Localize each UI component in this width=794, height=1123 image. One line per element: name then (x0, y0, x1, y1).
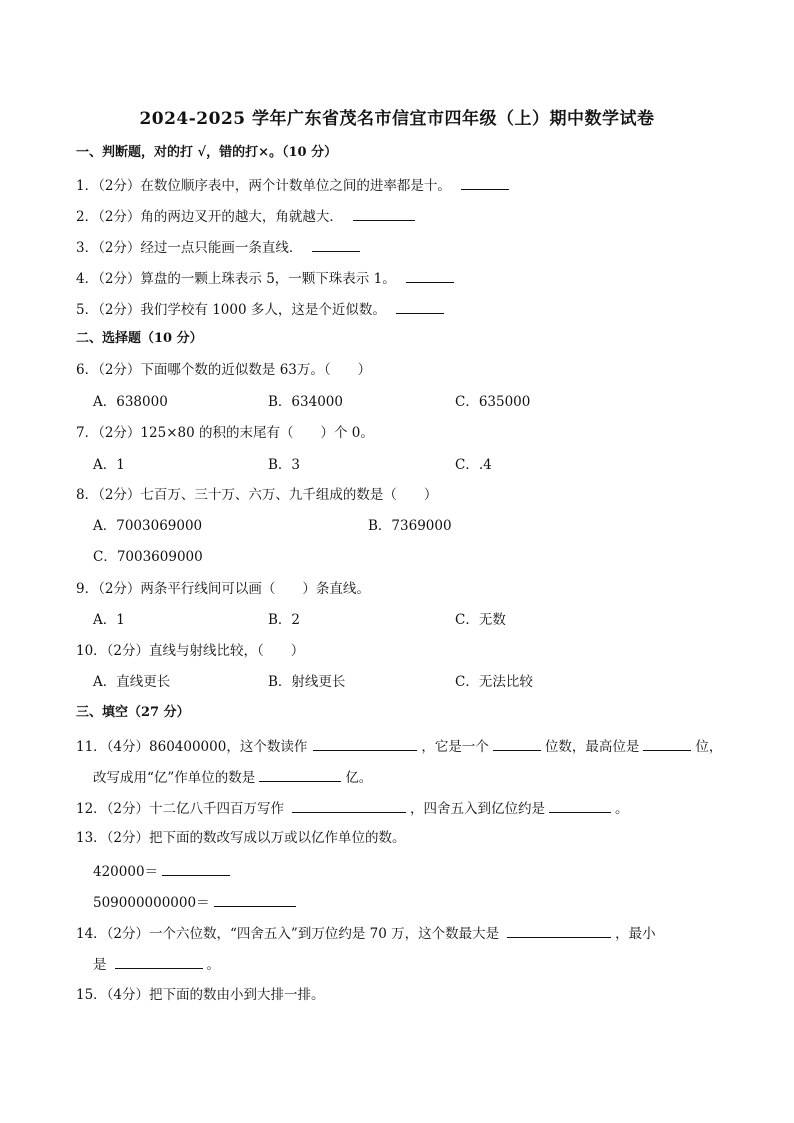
answer-blank[interactable] (259, 767, 341, 782)
question-text: 。 (206, 957, 220, 973)
question-6: 6．（2分）下面哪个数的近似数是 63万。（ ） (76, 362, 372, 378)
option-c[interactable]: C．7003609000 (93, 549, 203, 565)
question-text: 5．（2分）我们学校有 1000 多人，这是个近似数。 (76, 302, 386, 318)
section-heading-choice: 二、选择题（10 分） (76, 331, 203, 346)
question-1 (76, 175, 513, 195)
section-heading-fill: 三、填空（27 分） (76, 705, 190, 720)
answer-blank[interactable] (313, 736, 417, 751)
question-11-line-1 (76, 736, 722, 756)
answer-blank[interactable] (353, 206, 415, 221)
question-14-line-2 (93, 954, 220, 974)
question-text: 14．（2分）一个六位数，“四舍五入”到万位约是 70 万，这个数最大是 (76, 926, 500, 942)
question-13: 13．（2分）把下面的数改写成以万或以亿作单位的数。 (76, 830, 406, 846)
answer-blank[interactable] (493, 736, 541, 751)
question-text: 改写成用“亿”作单位的数是 (93, 770, 256, 786)
answer-blank[interactable] (312, 237, 360, 252)
section-heading-judgement: 一、判断题，对的打 √，错的打×。（10 分） (76, 145, 338, 160)
question-text: 11．（4分）860400000，这个数读作 (76, 739, 308, 755)
question-5 (76, 299, 448, 319)
option-b[interactable]: B．2 (268, 612, 301, 628)
answer-blank[interactable] (643, 736, 691, 751)
option-a[interactable]: A．直线更长 (93, 674, 171, 690)
option-c[interactable]: C．无数 (455, 612, 506, 628)
question-9: 9．（2分）两条平行线间可以画（ ）条直线。 (76, 581, 370, 597)
option-c[interactable]: C．635000 (455, 394, 531, 410)
question-text: 1．（2分）在数位顺序表中，两个计数单位之间的进率都是十。 (76, 178, 451, 194)
answer-blank[interactable] (461, 175, 509, 190)
question-text: 。 (615, 801, 629, 817)
exam-title: 2024-2025 学年广东省茂名市信宜市四年级（上）期中数学试卷 (139, 109, 655, 129)
question-2 (76, 206, 419, 226)
question-text: 3．（2分）经过一点只能画一条直线． (76, 240, 303, 256)
answer-blank[interactable] (507, 923, 611, 938)
answer-blank[interactable] (406, 268, 454, 283)
question-4 (76, 268, 458, 288)
option-b[interactable]: B．7369000 (368, 518, 452, 534)
question-12 (76, 798, 629, 818)
option-a[interactable]: A．1 (93, 457, 125, 473)
answer-blank[interactable] (214, 892, 296, 907)
question-text: 2．（2分）角的两边叉开的越大，角就越大． (76, 209, 343, 225)
question-13-item-2 (93, 892, 300, 912)
answer-blank[interactable] (162, 861, 230, 876)
question-text: ，最小 (615, 926, 656, 942)
option-b[interactable]: B．3 (268, 457, 301, 473)
question-text: 4．（2分）算盘的一颗上珠表示 5，一颗下珠表示 1。 (76, 271, 396, 287)
question-11-line-2 (93, 767, 372, 787)
option-a[interactable]: A．1 (93, 612, 125, 628)
question-15: 15．（4分）把下面的数由小到大排一排。 (76, 987, 325, 1003)
question-text: ，它是一个 (421, 739, 489, 755)
option-a[interactable]: A．7003069000 (93, 518, 203, 534)
answer-blank[interactable] (549, 798, 611, 813)
question-7: 7．（2分）125×80 的积的末尾有（ ）个 0。 (76, 425, 374, 441)
question-10: 10．（2分）直线与射线比较，（ ） (76, 643, 305, 659)
question-13-item-1 (93, 861, 234, 881)
answer-blank[interactable] (396, 299, 444, 314)
option-b[interactable]: B．射线更长 (268, 674, 346, 690)
question-14-line-1 (76, 923, 656, 943)
question-text: 420000＝ (93, 864, 159, 880)
question-text: 位， (695, 739, 723, 755)
option-b[interactable]: B．634000 (268, 394, 343, 410)
question-text: 509000000000＝ (93, 895, 210, 911)
question-text: 亿。 (345, 770, 373, 786)
option-a[interactable]: A．638000 (93, 394, 168, 410)
option-c[interactable]: C．.4 (455, 457, 492, 473)
question-text: 位数，最高位是 (544, 739, 640, 755)
question-text: ，四舍五入到亿位约是 (410, 801, 546, 817)
question-text: 12．（2分）十二亿八千四百万写作 (76, 801, 285, 817)
option-c[interactable]: C．无法比较 (455, 674, 533, 690)
answer-blank[interactable] (115, 954, 203, 969)
question-3 (76, 237, 364, 257)
question-8: 8．（2分）七百万、三十万、六万、九千组成的数是（ ） (76, 487, 438, 503)
question-text: 是 (93, 957, 107, 973)
answer-blank[interactable] (292, 798, 406, 813)
